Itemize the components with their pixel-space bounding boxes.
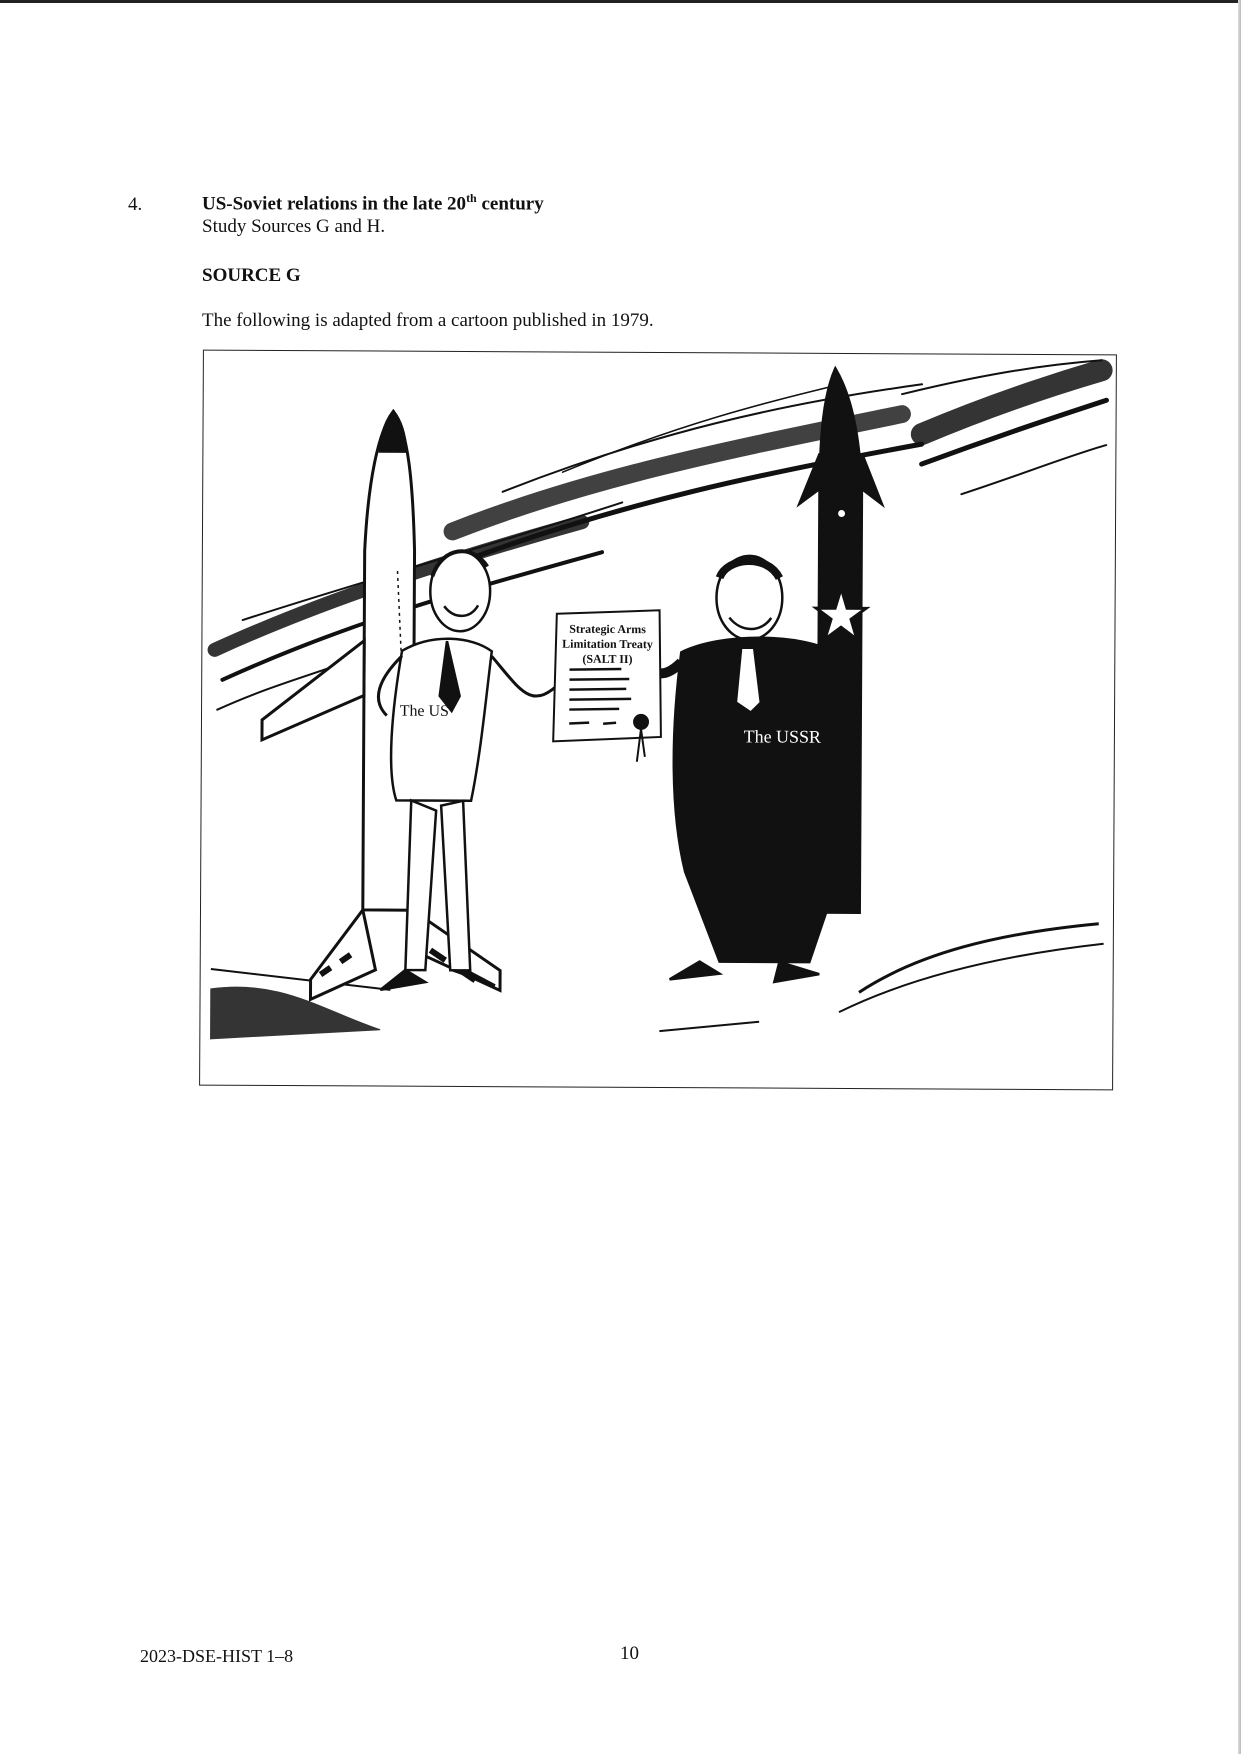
top-border <box>0 0 1241 3</box>
cartoon-illustration <box>200 351 1116 1090</box>
question-title <box>202 191 544 215</box>
treaty-title-line1: Strategic Arms <box>569 621 646 637</box>
source-intro: The following is adapted from a cartoon published in 1979. <box>202 310 654 331</box>
question-instruction: Study Sources G and H. <box>202 216 386 237</box>
source-heading: SOURCE G <box>202 265 301 286</box>
ussr-label: The USSR <box>743 726 821 747</box>
footer-exam-code: 2023-DSE-HIST 1–8 <box>140 1646 294 1666</box>
treaty-title-line3: (SALT II) <box>582 651 633 667</box>
ussr-figure <box>640 555 849 982</box>
treaty-title-line2: Limitation Treaty <box>562 636 653 652</box>
us-label: The US <box>399 702 449 720</box>
footer-page-number: 10 <box>620 1643 639 1664</box>
question-title-sup: th <box>466 191 477 205</box>
question-title-end: century <box>476 193 544 215</box>
question-title-main: US-Soviet relations in the late 20 <box>202 193 467 215</box>
cartoon-frame <box>199 350 1117 1091</box>
question-number: 4. <box>128 194 143 215</box>
